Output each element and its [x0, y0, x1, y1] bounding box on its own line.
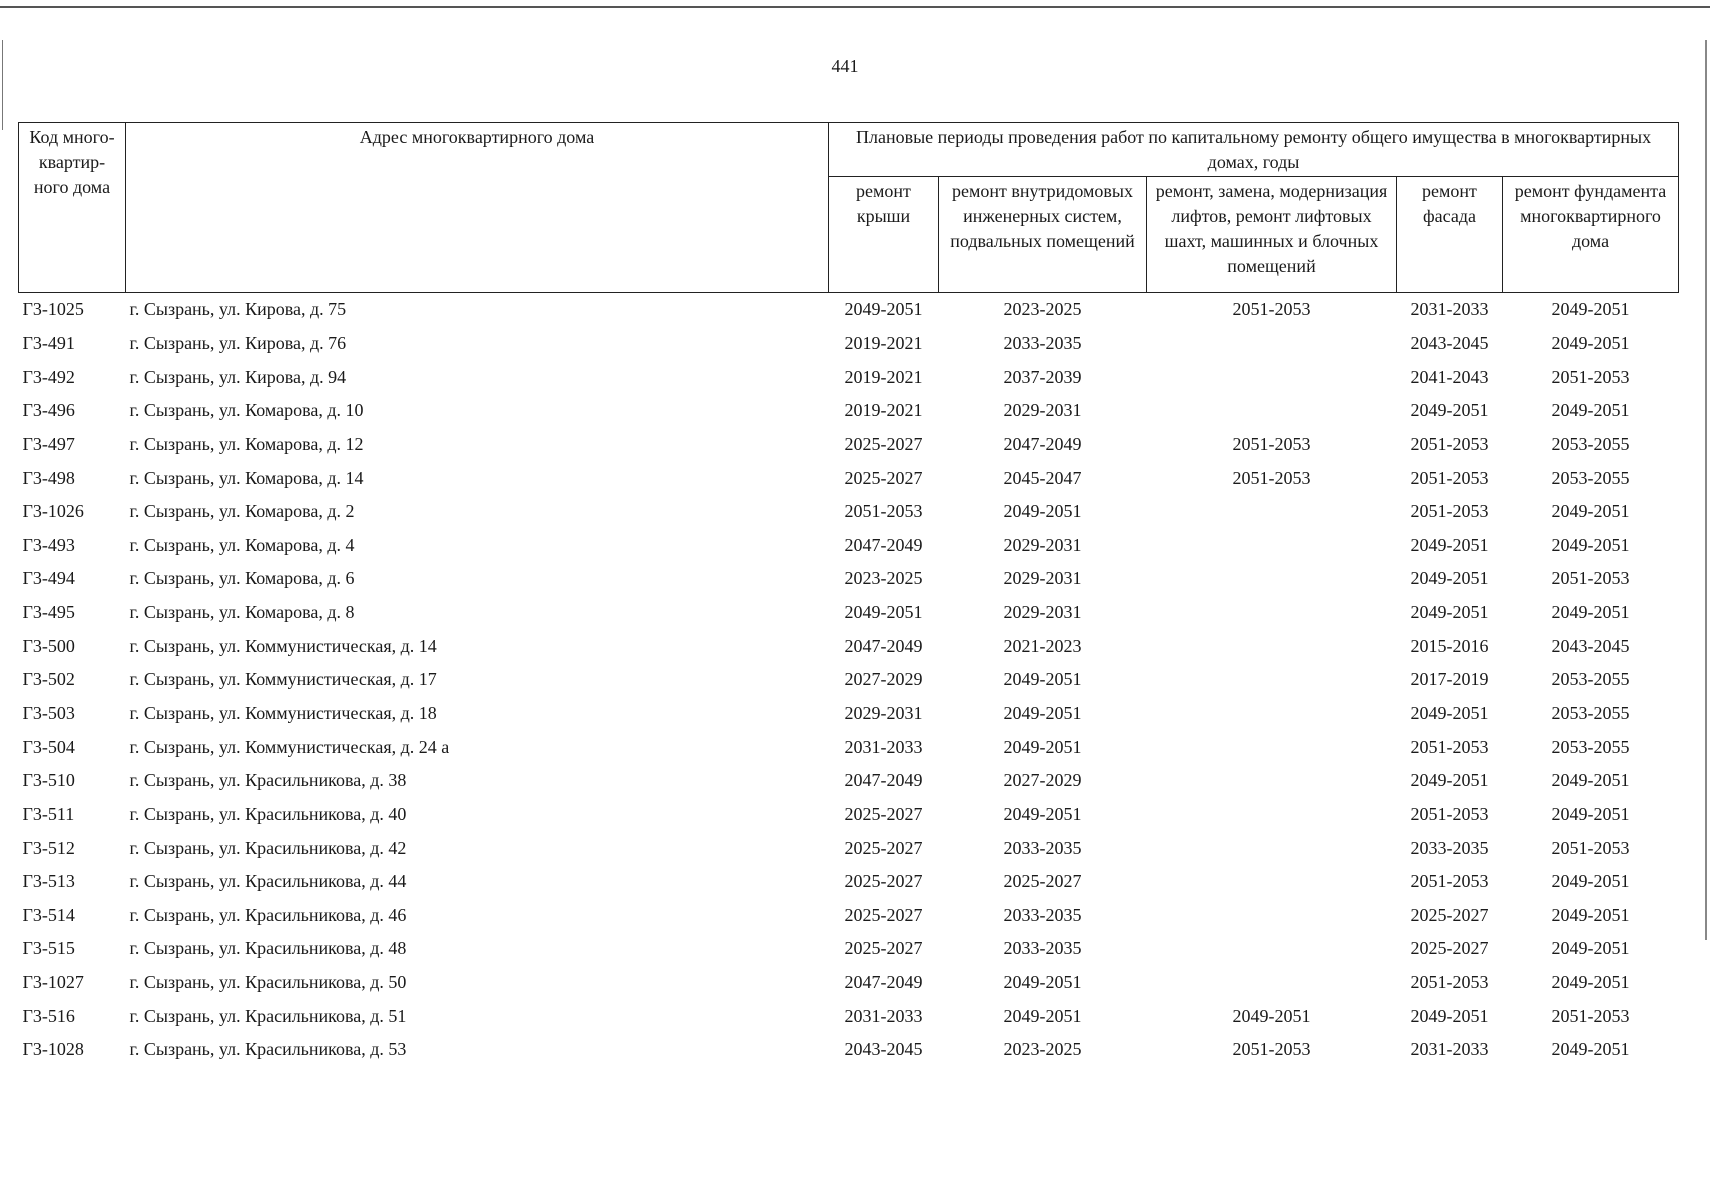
- row-roof-period: 2027-2029: [844, 669, 923, 690]
- table-header: [19, 123, 1679, 293]
- row-roof-period: 2019-2021: [844, 366, 923, 387]
- row-code: Г3-514: [22, 904, 75, 925]
- row-address: г. Сызрань, ул. Красильникова, д. 51: [129, 1005, 407, 1026]
- row-elevators-period: [1147, 932, 1397, 966]
- row-systems-period: 2033-2035: [1003, 904, 1082, 925]
- row-foundation-period: 2051-2053: [1551, 366, 1630, 387]
- row-facade-period: 2025-2027: [1410, 938, 1489, 959]
- row-code: Г3-500: [22, 635, 75, 656]
- row-code: Г3-510: [22, 770, 75, 791]
- row-roof-period: 2019-2021: [844, 332, 923, 353]
- table-row: [19, 428, 1679, 462]
- row-elevators-period: 2051-2053: [1232, 1039, 1311, 1060]
- row-address: г. Сызрань, ул. Красильникова, д. 46: [129, 904, 407, 925]
- header-foundation: ремонт фундамента многоквартирного дома: [1503, 177, 1679, 293]
- row-roof-period: 2025-2027: [844, 467, 923, 488]
- row-foundation-period: 2051-2053: [1551, 1005, 1630, 1026]
- row-address: г. Сызрань, ул. Красильникова, д. 42: [129, 837, 407, 858]
- row-elevators-period: 2051-2053: [1232, 433, 1311, 454]
- row-foundation-period: 2043-2045: [1551, 635, 1630, 656]
- row-address: г. Сызрань, ул. Комарова, д. 6: [129, 568, 355, 589]
- row-address: г. Сызрань, ул. Коммунистическая, д. 17: [129, 669, 437, 690]
- row-roof-period: 2025-2027: [844, 938, 923, 959]
- row-address: г. Сызрань, ул. Кирова, д. 76: [129, 332, 347, 353]
- table-row: [19, 730, 1679, 764]
- row-elevators-period: [1147, 495, 1397, 529]
- row-foundation-period: 2053-2055: [1551, 736, 1630, 757]
- row-address: г. Сызрань, ул. Кирова, д. 94: [129, 366, 347, 387]
- left-margin-mark: [2, 40, 3, 130]
- row-address: г. Сызрань, ул. Красильникова, д. 48: [129, 938, 407, 959]
- row-code: Г3-504: [22, 736, 75, 757]
- row-code: Г3-497: [22, 433, 75, 454]
- table-row: [19, 596, 1679, 630]
- table-row: [19, 528, 1679, 562]
- row-systems-period: 2049-2051: [1003, 669, 1082, 690]
- row-roof-period: 2029-2031: [844, 703, 923, 723]
- header-periods-group: Плановые периоды проведения работ по капитальному ремонту общего имущества в многоквартирных домах, годы: [829, 123, 1679, 177]
- row-facade-period: 2049-2051: [1410, 534, 1489, 555]
- row-systems-period: 2049-2051: [1003, 1005, 1082, 1026]
- row-foundation-period: 2049-2051: [1551, 972, 1630, 993]
- row-address: г. Сызрань, ул. Красильникова, д. 38: [129, 770, 407, 791]
- row-systems-period: 2049-2051: [1003, 703, 1082, 723]
- row-foundation-period: 2049-2051: [1551, 1039, 1630, 1060]
- row-code: Г3-512: [22, 837, 75, 858]
- row-systems-period: 2049-2051: [1003, 972, 1082, 993]
- row-foundation-period: 2049-2051: [1551, 400, 1630, 421]
- row-facade-period: 2017-2019: [1410, 669, 1489, 690]
- row-code: Г3-494: [22, 568, 75, 589]
- row-elevators-period: [1147, 528, 1397, 562]
- row-code: Г3-1025: [22, 299, 84, 320]
- row-address: г. Сызрань, ул. Красильникова, д. 50: [129, 972, 407, 993]
- row-elevators-period: [1147, 865, 1397, 899]
- table-row: [19, 562, 1679, 596]
- row-address: г. Сызрань, ул. Красильникова, д. 40: [129, 803, 407, 824]
- row-elevators-period: [1147, 730, 1397, 764]
- row-foundation-period: 2049-2051: [1551, 770, 1630, 791]
- row-systems-period: 2047-2049: [1003, 433, 1082, 454]
- row-foundation-period: 2051-2053: [1551, 837, 1630, 858]
- row-facade-period: 2049-2051: [1410, 770, 1489, 791]
- row-roof-period: 2025-2027: [844, 904, 923, 925]
- table-row: [19, 999, 1679, 1033]
- row-address: г. Сызрань, ул. Комарова, д. 4: [129, 534, 355, 555]
- row-address: г. Сызрань, ул. Кирова, д. 75: [129, 299, 347, 320]
- row-elevators-period: [1147, 899, 1397, 933]
- row-foundation-period: 2053-2055: [1551, 703, 1630, 723]
- row-roof-period: 2049-2051: [844, 299, 923, 320]
- header-facade: ремонт фасада: [1397, 177, 1503, 293]
- row-systems-period: 2023-2025: [1003, 299, 1082, 320]
- row-elevators-period: [1147, 562, 1397, 596]
- row-code: Г3-503: [22, 703, 75, 723]
- row-elevators-period: [1147, 629, 1397, 663]
- row-elevators-period: 2051-2053: [1232, 467, 1311, 488]
- row-systems-period: 2033-2035: [1003, 837, 1082, 858]
- table-row: [19, 360, 1679, 394]
- row-systems-period: 2045-2047: [1003, 467, 1082, 488]
- row-roof-period: 2031-2033: [844, 1005, 923, 1026]
- row-elevators-period: [1147, 663, 1397, 697]
- header-address: Адрес многоквартирного дома: [126, 123, 829, 293]
- row-address: г. Сызрань, ул. Красильникова, д. 44: [129, 871, 407, 892]
- table-row: [19, 932, 1679, 966]
- top-border-line: [0, 6, 1710, 8]
- row-foundation-period: 2053-2055: [1551, 467, 1630, 488]
- row-roof-period: 2047-2049: [844, 972, 923, 993]
- row-facade-period: 2031-2033: [1410, 1039, 1489, 1060]
- row-systems-period: 2025-2027: [1003, 871, 1082, 892]
- row-systems-period: 2037-2039: [1003, 366, 1082, 387]
- row-elevators-period: [1147, 327, 1397, 361]
- row-roof-period: 2047-2049: [844, 770, 923, 791]
- row-roof-period: 2025-2027: [844, 871, 923, 892]
- row-systems-period: 2049-2051: [1003, 736, 1082, 757]
- row-code: Г3-1028: [22, 1039, 84, 1060]
- table-row: [19, 764, 1679, 798]
- row-foundation-period: 2049-2051: [1551, 501, 1630, 522]
- row-foundation-period: 2049-2051: [1551, 534, 1630, 555]
- row-systems-period: 2049-2051: [1003, 501, 1082, 522]
- row-code: Г3-515: [22, 938, 75, 959]
- table-row: [19, 899, 1679, 933]
- row-facade-period: 2015-2016: [1410, 635, 1489, 656]
- row-systems-period: 2027-2029: [1003, 770, 1082, 791]
- row-code: Г3-492: [22, 366, 75, 387]
- page-number: 441: [831, 56, 859, 76]
- header-code: Код много- квартир- ного дома: [19, 123, 126, 293]
- row-facade-period: 2025-2027: [1410, 904, 1489, 925]
- right-margin-mark: [1705, 40, 1707, 940]
- row-address: г. Сызрань, ул. Комарова, д. 12: [129, 433, 364, 454]
- row-facade-period: 2051-2053: [1410, 467, 1489, 488]
- table-row: [19, 966, 1679, 1000]
- row-address: г. Сызрань, ул. Коммунистическая, д. 14: [129, 635, 437, 656]
- row-address: г. Сызрань, ул. Комарова, д. 8: [129, 602, 355, 623]
- row-code: Г3-498: [22, 467, 75, 488]
- row-systems-period: 2029-2031: [1003, 534, 1082, 555]
- row-elevators-period: [1147, 966, 1397, 1000]
- row-foundation-period: 2049-2051: [1551, 938, 1630, 959]
- header-elevators: ремонт, замена, модернизация лифтов, ремонт лифтовых шахт, машинных и блочных помещений: [1147, 177, 1397, 293]
- table-row: [19, 831, 1679, 865]
- row-roof-period: 2025-2027: [844, 837, 923, 858]
- header-roof: ремонт крыши: [829, 177, 939, 293]
- row-facade-period: 2049-2051: [1410, 602, 1489, 623]
- row-facade-period: 2051-2053: [1410, 871, 1489, 892]
- table-row: [19, 461, 1679, 495]
- row-address: г. Сызрань, ул. Коммунистическая, д. 24 а: [129, 736, 450, 757]
- row-roof-period: 2025-2027: [844, 433, 923, 454]
- row-code: Г3-493: [22, 534, 75, 555]
- row-foundation-period: 2049-2051: [1551, 332, 1630, 353]
- table-row: [19, 293, 1679, 327]
- table-row: [19, 629, 1679, 663]
- row-elevators-period: 2049-2051: [1232, 1005, 1311, 1026]
- row-code: Г3-496: [22, 400, 75, 421]
- row-elevators-period: [1147, 596, 1397, 630]
- row-code: Г3-511: [22, 803, 75, 824]
- row-address: г. Сызрань, ул. Комарова, д. 10: [129, 400, 364, 421]
- row-systems-period: 2021-2023: [1003, 635, 1082, 656]
- table-body: [19, 293, 1679, 1067]
- row-facade-period: 2033-2035: [1410, 837, 1489, 858]
- table-row: [19, 865, 1679, 899]
- row-roof-period: 2023-2025: [844, 568, 923, 589]
- row-code: Г3-502: [22, 669, 75, 690]
- row-roof-period: 2051-2053: [844, 501, 923, 522]
- row-elevators-period: [1147, 764, 1397, 798]
- table-row: [19, 394, 1679, 428]
- row-roof-period: 2047-2049: [844, 635, 923, 656]
- row-roof-period: 2019-2021: [844, 400, 923, 421]
- row-facade-period: 2043-2045: [1410, 332, 1489, 353]
- row-foundation-period: 2049-2051: [1551, 803, 1630, 824]
- row-address: г. Сызрань, ул. Красильникова, д. 53: [129, 1039, 407, 1060]
- row-foundation-period: 2049-2051: [1551, 871, 1630, 892]
- row-facade-period: 2049-2051: [1410, 703, 1489, 723]
- row-elevators-period: [1147, 831, 1397, 865]
- row-facade-period: 2041-2043: [1410, 366, 1489, 387]
- row-facade-period: 2051-2053: [1410, 501, 1489, 522]
- row-foundation-period: 2053-2055: [1551, 669, 1630, 690]
- row-facade-period: 2051-2053: [1410, 433, 1489, 454]
- row-code: Г3-513: [22, 871, 75, 892]
- table-row: [19, 495, 1679, 529]
- row-facade-period: 2049-2051: [1410, 1005, 1489, 1026]
- row-facade-period: 2031-2033: [1410, 299, 1489, 320]
- row-foundation-period: 2049-2051: [1551, 299, 1630, 320]
- row-code: Г3-491: [22, 332, 75, 353]
- row-roof-period: 2049-2051: [844, 602, 923, 623]
- row-elevators-period: 2051-2053: [1232, 299, 1311, 320]
- row-facade-period: 2049-2051: [1410, 400, 1489, 421]
- row-roof-period: 2031-2033: [844, 736, 923, 757]
- row-code: Г3-1027: [22, 972, 84, 993]
- row-elevators-period: [1147, 394, 1397, 428]
- row-systems-period: 2029-2031: [1003, 400, 1082, 421]
- row-address: г. Сызрань, ул. Комарова, д. 2: [129, 501, 355, 522]
- table-row: [19, 798, 1679, 832]
- row-code: Г3-1026: [22, 501, 84, 522]
- row-address: г. Сызрань, ул. Коммунистическая, д. 18: [129, 703, 437, 723]
- row-address: г. Сызрань, ул. Комарова, д. 14: [129, 467, 364, 488]
- capital-repair-table: [18, 122, 1679, 1067]
- row-facade-period: 2051-2053: [1410, 736, 1489, 757]
- row-systems-period: 2029-2031: [1003, 568, 1082, 589]
- row-foundation-period: 2049-2051: [1551, 602, 1630, 623]
- row-systems-period: 2029-2031: [1003, 602, 1082, 623]
- row-roof-period: 2025-2027: [844, 803, 923, 824]
- row-systems-period: 2023-2025: [1003, 1039, 1082, 1060]
- row-foundation-period: 2053-2055: [1551, 433, 1630, 454]
- row-roof-period: 2047-2049: [844, 534, 923, 555]
- row-elevators-period: [1147, 798, 1397, 832]
- row-roof-period: 2043-2045: [844, 1039, 923, 1060]
- table-row: [19, 1033, 1679, 1067]
- table-row: [19, 663, 1679, 697]
- row-facade-period: 2049-2051: [1410, 568, 1489, 589]
- header-systems: ремонт внутридомовых инженерных систем, подвальных помещений: [939, 177, 1147, 293]
- row-facade-period: 2051-2053: [1410, 972, 1489, 993]
- row-systems-period: 2033-2035: [1003, 938, 1082, 959]
- row-systems-period: 2049-2051: [1003, 803, 1082, 824]
- table-row: [19, 327, 1679, 361]
- row-systems-period: 2033-2035: [1003, 332, 1082, 353]
- row-facade-period: 2051-2053: [1410, 803, 1489, 824]
- row-code: Г3-495: [22, 602, 75, 623]
- row-elevators-period: [1147, 697, 1397, 731]
- table-row: [19, 697, 1679, 731]
- row-elevators-period: [1147, 360, 1397, 394]
- row-foundation-period: 2051-2053: [1551, 568, 1630, 589]
- row-code: Г3-516: [22, 1005, 75, 1026]
- row-foundation-period: 2049-2051: [1551, 904, 1630, 925]
